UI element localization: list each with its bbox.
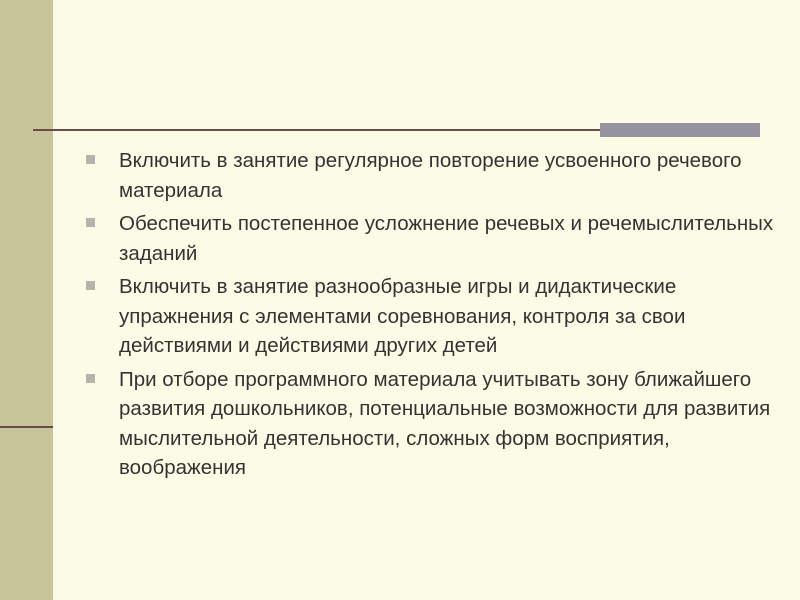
- bullet-text: Включить в занятие регулярное повторение усвоенного речевого материала: [119, 149, 742, 202]
- square-bullet-icon: [86, 218, 95, 227]
- square-bullet-icon: [86, 374, 95, 383]
- square-bullet-icon: [86, 281, 95, 290]
- bullet-item: [86, 209, 776, 268]
- accent-bar: [600, 123, 760, 137]
- bullet-item: [86, 272, 776, 361]
- square-bullet-icon: [86, 155, 95, 164]
- bullet-item: [86, 365, 776, 483]
- band-divider-line: [0, 426, 53, 428]
- bullet-text: При отборе программного материала учитывать зону ближайшего развития дошкольников, потенциальные возможности для развития мыслительной деятельности, сложных форм восприятия, воображения: [119, 367, 771, 479]
- bullet-list: [86, 146, 776, 487]
- left-decorative-band: [0, 0, 53, 600]
- bullet-text: Обеспечить постепенное усложнение речевых и речемыслительных заданий: [119, 212, 774, 265]
- bullet-text: Включить в занятие разнообразные игры и дидактические упражнения с элементами соревнования, контроля за свои действиями и действиями других детей: [119, 275, 686, 357]
- bullet-item: [86, 146, 776, 205]
